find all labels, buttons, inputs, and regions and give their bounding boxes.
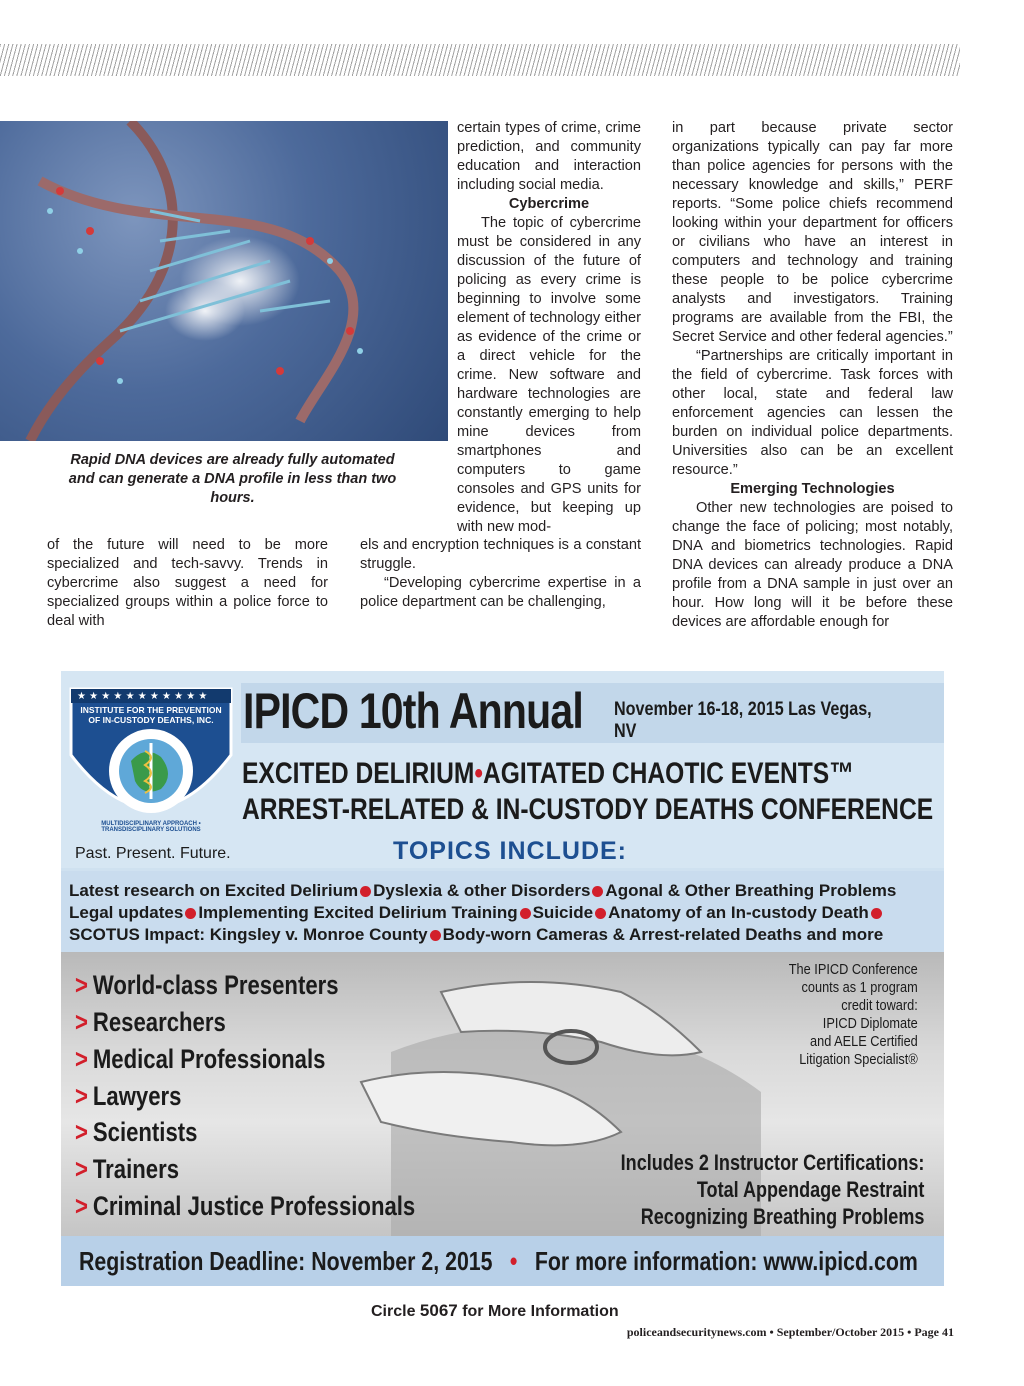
chevron-right-icon: > <box>75 1007 88 1037</box>
dna-helix-photo <box>0 121 448 441</box>
ipicd-advertisement[interactable] <box>61 671 944 1286</box>
chevron-right-icon: > <box>75 1154 88 1184</box>
ad-footer-bar <box>61 1236 944 1286</box>
registration-deadline: Registration Deadline: November 2, 2015 <box>79 1246 493 1276</box>
topic: Implementing Excited Delirium Training <box>198 903 518 922</box>
topic: Body-worn Cameras & Arrest-related Deaths and more <box>442 925 884 944</box>
topic: Legal updates <box>69 903 184 922</box>
paragraph: “Partnerships are critically important in the field of cybercrime. Task forces with other local, state and federal law enforcement agencies can lessen the burden on individual police departments. Universities also can be an excellent resource.” <box>672 348 953 478</box>
audience-item <box>75 1005 226 1039</box>
credit-line: Litigation Specialist® <box>799 1051 918 1068</box>
audience-item <box>75 1152 179 1186</box>
credit-note <box>789 961 918 1069</box>
red-bullet <box>592 886 603 897</box>
paragraph: Other new technologies are poised to change the face of policing; most notably, DNA and biometrics technologies. Rapid DNA devices can already produce a DNA profile from a DNA sample in just over an hour. How long will it be before these devices are affordable enough for <box>672 500 953 630</box>
topic: Dyslexia & other Disorders <box>373 881 591 900</box>
audience-label: Researchers <box>92 1007 226 1037</box>
chevron-right-icon: > <box>75 970 88 1000</box>
photo-caption: Rapid DNA devices are already fully automated and can generate a DNA profile in less than two hours. <box>68 452 397 506</box>
cert-line: Recognizing Breathing Problems <box>640 1204 924 1229</box>
seal-institute-name: INSTITUTE FOR THE PREVENTION OF IN-CUSTODY DEATHS, INC. <box>80 705 222 725</box>
paragraph: certain types of crime, crime prediction, and community education and interaction including social media. <box>457 120 641 193</box>
audience-label: Scientists <box>92 1117 198 1147</box>
ad-tagline: Past. Present. Future. <box>75 845 231 862</box>
ad-headline-1 <box>242 757 854 791</box>
credit-line: counts as 1 program <box>801 979 918 996</box>
topic-row <box>69 902 884 924</box>
ad-title: IPICD 10th Annual <box>243 683 583 739</box>
circle-label: Circle <box>371 1303 416 1320</box>
paragraph: in part because private sector organizations typically can pay far more than police agencies for persons with the necessary knowledge and skills,” PERF reports. “Some police chiefs recommend looking within your department for officers or civilians who have an interest in computers and technology and training these people to be police cybercrime analysts and investigators. Training programs are available from the FBI, the Secret Service and other federal agencies.” <box>672 120 953 345</box>
credit-line: The IPICD Conference <box>789 961 918 978</box>
topic: Latest research on Excited Delirium <box>69 881 359 900</box>
red-bullet <box>871 908 882 919</box>
decorative-header-hatch <box>0 44 960 76</box>
red-bullet <box>430 930 441 941</box>
cert-line: Total Appendage Restraint <box>696 1177 924 1202</box>
page-footer: policeandsecuritynews.com • September/October 2015 • Page 41 <box>626 1325 954 1339</box>
audience-item <box>75 1042 325 1076</box>
red-bullet <box>360 886 371 897</box>
registration-line <box>79 1242 918 1280</box>
audience-item <box>75 1079 181 1113</box>
article-column-middle <box>360 536 641 612</box>
circle-label-suffix: for More Information <box>462 1303 619 1320</box>
headline-part: EXCITED DELIRIUM <box>242 757 475 790</box>
topics-list <box>61 871 944 952</box>
topic-row <box>69 924 883 946</box>
chevron-right-icon: > <box>75 1191 88 1221</box>
svg-text:★ ★ ★ ★ ★ ★ ★ ★ ★ ★ ★: ★ ★ ★ ★ ★ ★ ★ ★ ★ ★ ★ <box>77 691 208 702</box>
section-heading-cybercrime: Cybercrime <box>508 196 590 212</box>
audience-label: Trainers <box>92 1154 180 1184</box>
article-column-middle-top <box>457 119 641 537</box>
red-bullet <box>185 908 196 919</box>
audience-label: Lawyers <box>92 1081 182 1111</box>
red-bullet <box>595 908 606 919</box>
article-column-left <box>47 536 328 631</box>
ipicd-seal-logo <box>65 685 237 845</box>
topic-row <box>69 880 896 902</box>
bullet-dot: • <box>474 757 483 790</box>
paragraph: “Developing cybercrime expertise in a police department can be challenging, <box>360 575 641 610</box>
ad-date-location: November 16-18, 2015 Las Vegas, NV <box>614 699 872 742</box>
chevron-right-icon: > <box>75 1081 88 1111</box>
reader-service-line <box>371 1301 619 1321</box>
paragraph: of the future will need to be more specialized and tech-savvy. Trends in cybercrime also suggest a need for specialized groups within a police force to deal with <box>47 537 328 629</box>
topic: Anatomy of an In-custody Death <box>608 903 869 922</box>
headline-part: AGITATED CHAOTIC EVENTS™ <box>482 757 854 790</box>
bullet-dot: • <box>509 1246 518 1276</box>
audience-label: Medical Professionals <box>92 1044 326 1074</box>
article-column-right <box>672 119 953 632</box>
audience-item <box>75 1189 415 1223</box>
topic: Suicide <box>532 903 594 922</box>
ad-headline-2: ARREST-RELATED & IN-CUSTODY DEATHS CONFERENCE <box>242 793 934 826</box>
audience-item <box>75 968 339 1002</box>
red-bullet <box>520 908 531 919</box>
chevron-right-icon: > <box>75 1044 88 1074</box>
paragraph: The topic of cybercrime must be considered in any discussion of the future of policing as every crime is beginning to involve some element of technology either as evidence of the crime or a direct vehicle for the crime. New software and hardware technologies are constantly emerging to help mine devices from smartphones and computers to game consoles and GPS units for evidence, but keeping up with new mod- <box>457 215 641 535</box>
chevron-right-icon: > <box>75 1117 88 1147</box>
credit-line: and AELE Certified <box>810 1033 918 1050</box>
paragraph: els and encryption techniques is a constant struggle. <box>360 537 641 572</box>
credit-line: credit toward: <box>841 997 918 1014</box>
credit-line: IPICD Diplomate <box>823 1015 918 1032</box>
seal-ring-text: MULTIDISCIPLINARY APPROACH • TRANSDISCIPLINARY SOLUTIONS <box>101 821 201 833</box>
cert-line: Includes 2 Instructor Certifications: <box>620 1150 924 1175</box>
circle-number: 5067 <box>419 1301 458 1320</box>
audience-label: World-class Presenters <box>92 970 339 1000</box>
topic: SCOTUS Impact: Kingsley v. Monroe County <box>69 925 428 944</box>
more-info-link[interactable]: For more information: www.ipicd.com <box>534 1246 918 1276</box>
audience-label: Criminal Justice Professionals <box>92 1191 416 1221</box>
section-heading-emerging: Emerging Technologies <box>730 481 895 497</box>
certifications-block <box>620 1149 924 1230</box>
topic: Agonal & Other Breathing Problems <box>605 881 897 900</box>
topics-heading: TOPICS INCLUDE: <box>393 837 627 865</box>
audience-item <box>75 1115 197 1149</box>
